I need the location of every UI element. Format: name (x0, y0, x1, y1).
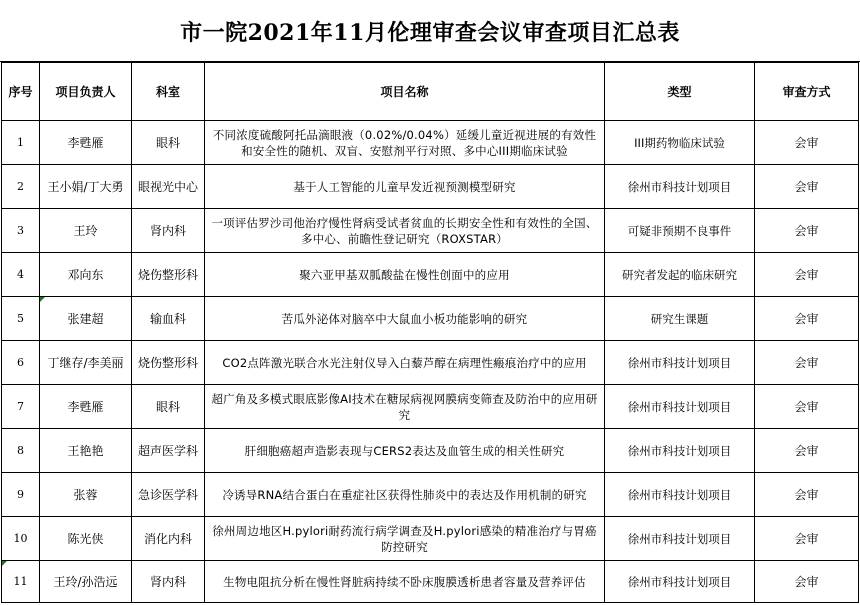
cell-seq[interactable]: 11 (2, 561, 40, 603)
cell-type[interactable]: 可疑非预期不良事件 (605, 209, 755, 253)
cell-project-name[interactable]: 徐州周边地区H.pylori耐药流行病学调查及H.pylori感染的精准治疗与胃癌防控研究 (205, 517, 605, 561)
cell-review[interactable]: 会审 (755, 341, 859, 385)
header-seq[interactable]: 序号 (2, 63, 40, 121)
cell-review[interactable]: 会审 (755, 385, 859, 429)
cell-dept[interactable]: 超声医学科 (132, 429, 205, 473)
sheet-title: 市一院2021年11月伦理审查会议审查项目汇总表 (0, 0, 860, 62)
cell-seq[interactable]: 6 (2, 341, 40, 385)
cell-project-name[interactable]: 冷诱导RNA结合蛋白在重症社区获得性肺炎中的表达及作用机制的研究 (205, 473, 605, 517)
cell-person[interactable]: 王艳艳 (40, 429, 132, 473)
cell-project-name[interactable]: 聚六亚甲基双胍酸盐在慢性创面中的应用 (205, 253, 605, 297)
cell-review[interactable]: 会审 (755, 253, 859, 297)
cell-person[interactable]: 邓向东 (40, 253, 132, 297)
review-table (1, 62, 859, 603)
cell-type[interactable]: 徐州市科技计划项目 (605, 429, 755, 473)
cell-dept[interactable]: 消化内科 (132, 517, 205, 561)
cell-type[interactable]: 徐州市科技计划项目 (605, 517, 755, 561)
cell-seq[interactable]: 7 (2, 385, 40, 429)
table-row (2, 473, 859, 517)
header-name[interactable]: 项目名称 (205, 63, 605, 121)
cell-type[interactable]: 徐州市科技计划项目 (605, 341, 755, 385)
cell-dept[interactable]: 烧伤整形科 (132, 341, 205, 385)
table-row (2, 385, 859, 429)
table-row (2, 253, 859, 297)
cell-person[interactable]: 王玲/孙浩远 (40, 561, 132, 603)
cell-type[interactable]: 徐州市科技计划项目 (605, 385, 755, 429)
cell-project-name[interactable]: 一项评估罗沙司他治疗慢性肾病受试者贫血的长期安全性和有效性的全国、多中心、前瞻性登记研究（ROXSTAR） (205, 209, 605, 253)
header-review[interactable]: 审查方式 (755, 63, 859, 121)
header-row (2, 63, 859, 121)
cell-seq[interactable]: 5 (2, 297, 40, 341)
cell-type[interactable]: 徐州市科技计划项目 (605, 165, 755, 209)
cell-project-name[interactable]: 苦瓜外泌体对脑卒中大鼠血小板功能影响的研究 (205, 297, 605, 341)
table-row (2, 121, 859, 165)
cell-dept[interactable]: 眼视光中心 (132, 165, 205, 209)
table-row (2, 297, 859, 341)
cell-dept[interactable]: 输血科 (132, 297, 205, 341)
cell-person[interactable]: 王玲 (40, 209, 132, 253)
cell-seq[interactable]: 1 (2, 121, 40, 165)
cell-person[interactable]: 陈光侠 (40, 517, 132, 561)
table-row (2, 429, 859, 473)
cell-seq[interactable]: 9 (2, 473, 40, 517)
cell-dept[interactable]: 急诊医学科 (132, 473, 205, 517)
cell-review[interactable]: 会审 (755, 209, 859, 253)
header-dept[interactable]: 科室 (132, 63, 205, 121)
table-row (2, 517, 859, 561)
cell-project-name[interactable]: 生物电阻抗分析在慢性肾脏病持续不卧床腹膜透析患者容量及营养评估 (205, 561, 605, 603)
cell-review[interactable]: 会审 (755, 121, 859, 165)
cell-seq[interactable]: 2 (2, 165, 40, 209)
cell-seq[interactable]: 10 (2, 517, 40, 561)
cell-type[interactable]: 研究者发起的临床研究 (605, 253, 755, 297)
cell-type[interactable]: 徐州市科技计划项目 (605, 561, 755, 603)
header-type[interactable]: 类型 (605, 63, 755, 121)
cell-seq[interactable]: 8 (2, 429, 40, 473)
cell-person[interactable]: 李甦雁 (40, 385, 132, 429)
cell-type[interactable]: III期药物临床试验 (605, 121, 755, 165)
cell-type[interactable]: 研究生课题 (605, 297, 755, 341)
cell-review[interactable]: 会审 (755, 429, 859, 473)
cell-person[interactable]: 王小娟/丁大勇 (40, 165, 132, 209)
cell-project-name[interactable]: CO2点阵激光联合水光注射仪导入白藜芦醇在病理性瘢痕治疗中的应用 (205, 341, 605, 385)
header-person[interactable]: 项目负责人 (40, 63, 132, 121)
cell-seq[interactable]: 4 (2, 253, 40, 297)
cell-project-name[interactable]: 不同浓度硫酸阿托品滴眼液（0.02%/0.04%）延缓儿童近视进展的有效性和安全性的随机、双盲、安慰剂平行对照、多中心III期临床试验 (205, 121, 605, 165)
cell-person[interactable]: 丁继存/李美丽 (40, 341, 132, 385)
table-row (2, 561, 859, 603)
cell-project-name[interactable]: 肝细胞癌超声造影表现与CERS2表达及血管生成的相关性研究 (205, 429, 605, 473)
cell-dept[interactable]: 肾内科 (132, 209, 205, 253)
cell-person[interactable]: 张建超 (40, 297, 132, 341)
cell-dept[interactable]: 肾内科 (132, 561, 205, 603)
table-row (2, 165, 859, 209)
cell-seq[interactable]: 3 (2, 209, 40, 253)
table-row (2, 341, 859, 385)
cell-person[interactable]: 李甦雁 (40, 121, 132, 165)
cell-review[interactable]: 会审 (755, 165, 859, 209)
cell-review[interactable]: 会审 (755, 561, 859, 603)
table-row (2, 209, 859, 253)
cell-review[interactable]: 会审 (755, 473, 859, 517)
cell-dept[interactable]: 烧伤整形科 (132, 253, 205, 297)
cell-review[interactable]: 会审 (755, 297, 859, 341)
cell-project-name[interactable]: 超广角及多模式眼底影像AI技术在糖尿病视网膜病变筛查及防治中的应用研究 (205, 385, 605, 429)
cell-review[interactable]: 会审 (755, 517, 859, 561)
cell-type[interactable]: 徐州市科技计划项目 (605, 473, 755, 517)
cell-project-name[interactable]: 基于人工智能的儿童早发近视预测模型研究 (205, 165, 605, 209)
cell-dept[interactable]: 眼科 (132, 385, 205, 429)
cell-dept[interactable]: 眼科 (132, 121, 205, 165)
cell-person[interactable]: 张蓉 (40, 473, 132, 517)
